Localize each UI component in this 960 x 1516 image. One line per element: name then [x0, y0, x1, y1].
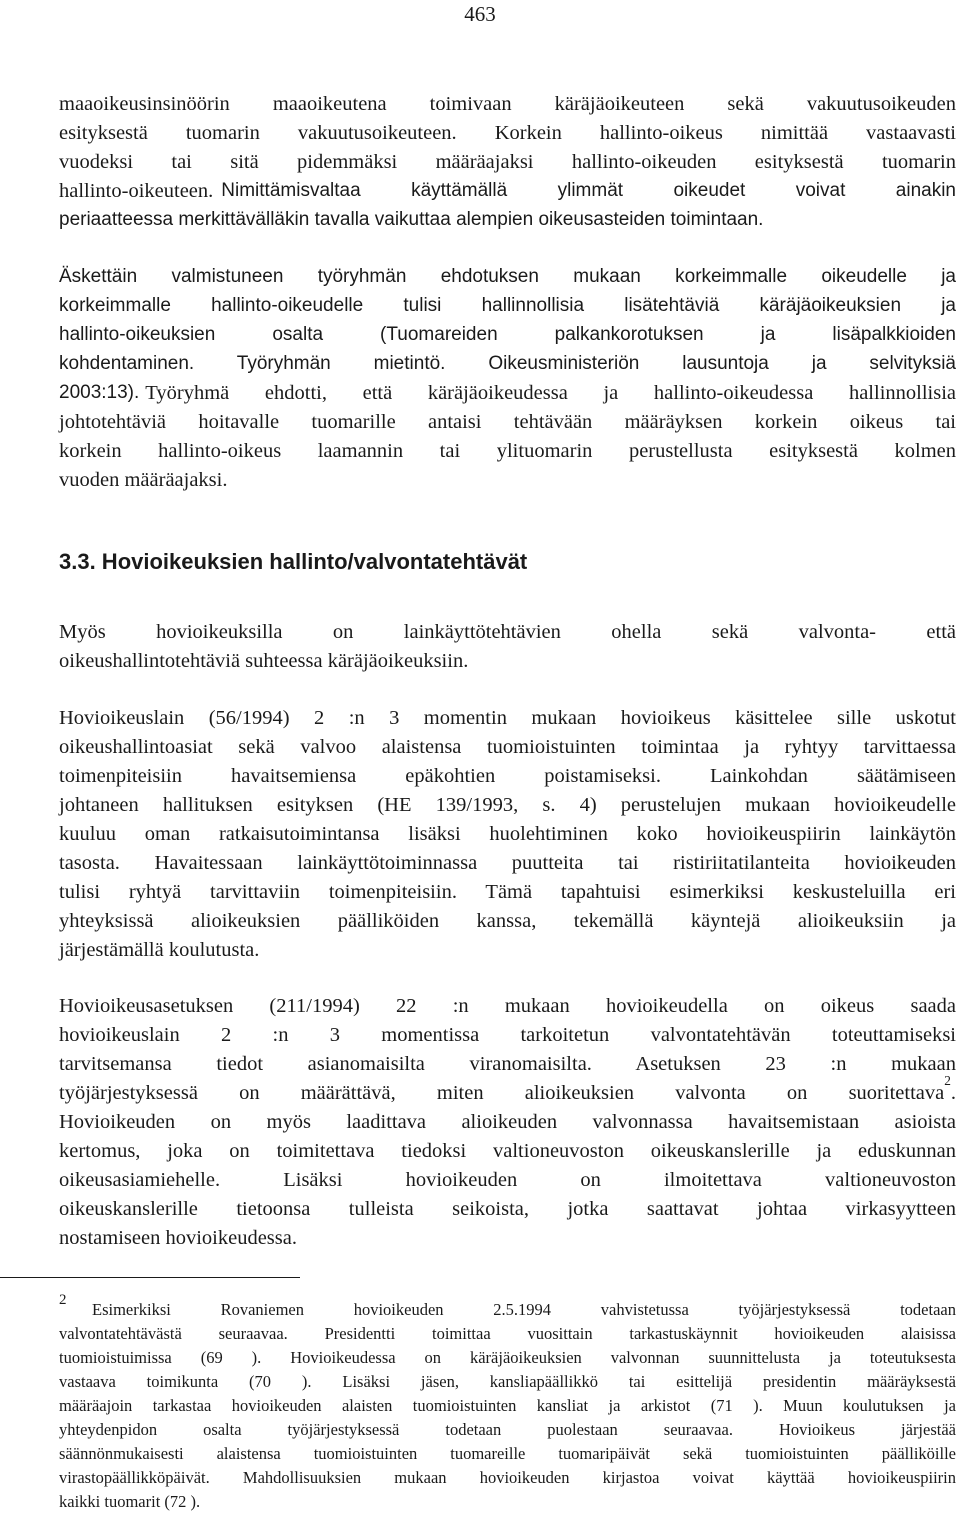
- footnote-number: 2: [59, 1292, 67, 1308]
- text-line: hovioikeuslain 2 :n 3 momentissa tarkoitetun valvontatehtävän toteuttamiseksi: [59, 1024, 956, 1046]
- footnote-line: Esimerkiksi Rovaniemen hovioikeuden 2.5.1994 vahvistetussa työjärjestyksessä todetaan: [92, 1300, 956, 1319]
- text-span: hallinto-oikeuteen.: [59, 180, 214, 202]
- text-line: yhteyksissä alioikeuksien päälliköiden kanssa, tekemällä käyntejä alioikeuksiin ja: [59, 910, 956, 932]
- text-line: kuuluu oman ratkaisutoimintansa lisäksi huolehtiminen koko hovioikeuspiirin lainkäytön: [59, 823, 956, 845]
- footnote-line: valvontatehtävästä seuraavaa. Presidentti toimittaa vuosittain tarkastuskäynnit hovioikeuden alaisissa: [59, 1324, 956, 1343]
- text-line: johtaneen hallituksen esityksen (HE 139/1993, s. 4) perustelujen mukaan hovioikeudelle: [59, 794, 956, 816]
- footnote-line: tuomioistuimissa (69 ). Hovioikeudessa on käräjäoikeuksien valvonnan suunnittelusta ja toteutuksesta: [59, 1348, 956, 1367]
- footnote-line: virastopäällikköpäivät. Mahdollisuuksien mukaan hovioikeuden kirjastoa voivat käyttää hovioikeuspiirin: [59, 1468, 956, 1487]
- text-line: oikeuskanslerille tietoonsa tulleista seikoista, jotka saattavat johtaa virkasyytteen: [59, 1198, 956, 1220]
- text-line: [59, 381, 956, 405]
- text-line: maaoikeusinsinöörin maaoikeutena toimivaan käräjäoikeuteen sekä vakuutusoikeuden: [59, 93, 956, 115]
- footnote-line: yhteydenpidon osalta työjärjestyksessä todetaan puolestaan seuraavaa. Hovioikeus järjestää: [59, 1420, 956, 1439]
- text-span: .: [950, 1082, 956, 1104]
- text-line: tarvitsemansa tiedot asianomaisilta viranomaisilta. Asetuksen 23 :n mukaan: [59, 1053, 956, 1075]
- text-span: työjärjestyksessä on määrättävä, miten alioikeuksien valvonta on suoritettava: [59, 1082, 945, 1104]
- text-span: Työryhmä ehdotti, että käräjäoikeudessa ja hallinto-oikeudessa hallinnollisia: [145, 382, 956, 404]
- footnote-line: säännönmukaisesti alaistensa tuomioistuinten tuomareille tuomaripäivät sekä tuomioistuinten päälliköille: [59, 1444, 956, 1463]
- text-line: kohdentaminen. Työryhmän mietintö. Oikeusministeriön lausuntoja ja selvityksiä: [59, 353, 956, 374]
- text-line: periaatteessa merkittävälläkin tavalla vaikuttaa alempien oikeusasteiden toimintaan.: [59, 209, 764, 230]
- footnote-line: määräajoin tarkastaa hovioikeuden alaisten tuomioistuinten kansliat ja arkistot (71 ). Muun koulutuksen ja: [59, 1396, 956, 1415]
- text-line: Hovioikeusasetuksen (211/1994) 22 :n mukaan hovioikeudella on oikeus saada: [59, 995, 956, 1017]
- text-line: tulisi ryhtyä tarvittaviin toimenpiteisiin. Tämä tapahtuisi esimerkiksi keskusteluilla eri: [59, 881, 956, 903]
- text-line: vuodeksi tai sitä pidemmäksi määräajaksi hallinto-oikeuden esityksestä tuomarin: [59, 151, 956, 173]
- text-line: vuoden määräajaksi.: [59, 469, 228, 491]
- footnote-reference: 2: [944, 1073, 951, 1088]
- text-line: tasosta. Havaitessaan lainkäyttötoiminnassa puutteita tai ristiriitatilanteita hovioikeuden: [59, 852, 956, 874]
- text-line: nostamiseen hovioikeudessa.: [59, 1227, 297, 1249]
- text-line: oikeushallintotehtäviä suhteessa käräjäoikeuksiin.: [59, 650, 469, 672]
- text-line: johtotehtäviä hoitavalle tuomarille antaisi tehtävään määräyksen korkein oikeus tai: [59, 411, 956, 433]
- text-line: Hovioikeuden on myös laadittava alioikeuden valvonnassa havaitsemistaan asioista: [59, 1111, 956, 1133]
- footnote-line: vastaava toimikunta (70 ). Lisäksi jäsen, kansliapäällikkö tai esittelijä presidentin määräyksestä: [59, 1372, 956, 1391]
- text-line: järjestämällä koulutusta.: [59, 939, 260, 961]
- footnote-separator: [0, 1277, 300, 1278]
- text-line: oikeusasiamiehelle. Lisäksi hovioikeuden on ilmoitettava valtioneuvoston: [59, 1169, 956, 1191]
- text-line: korkein hallinto-oikeus laamannin tai ylituomarin perustellusta esityksestä kolmen: [59, 440, 956, 462]
- text-span: 2003:13).: [59, 382, 140, 403]
- text-line: Äskettäin valmistuneen työryhmän ehdotuksen mukaan korkeimmalle oikeudelle ja: [59, 266, 956, 287]
- text-line: Hovioikeuslain (56/1994) 2 :n 3 momentin mukaan hovioikeus käsittelee sille uskotut: [59, 707, 956, 729]
- text-line: [59, 179, 956, 203]
- text-line: toimenpiteisiin havaitsemiensa epäkohtien poistamiseksi. Lainkohdan säätämiseen: [59, 765, 956, 787]
- text-line: korkeimmalle hallinto-oikeudelle tulisi hallinnollisia lisätehtäviä käräjäoikeuksien ja: [59, 295, 956, 316]
- page-number: 463: [464, 2, 496, 26]
- text-line: oikeushallintoasiat sekä valvoo alaistensa tuomioistuinten toimintaa ja ryhtyy tarvittaessa: [59, 736, 956, 758]
- text-span: Nimittämisvaltaa käyttämällä ylimmät oikeudet voivat ainakin: [221, 180, 956, 201]
- text-line: [59, 1073, 956, 1105]
- footnote-line: kaikki tuomarit (72 ).: [59, 1492, 201, 1511]
- text-line: esityksestä tuomarin vakuutusoikeuteen. Korkein hallinto-oikeus nimittää vastaavasti: [59, 122, 956, 144]
- text-line: kertomus, joka on toimitettava tiedoksi valtioneuvoston oikeuskanslerille ja eduskunnan: [59, 1140, 956, 1162]
- text-line: Myös hovioikeuksilla on lainkäyttötehtävien ohella sekä valvonta- että: [59, 621, 956, 643]
- text-line: hallinto-oikeuksien osalta (Tuomareiden palkankorotuksen ja lisäpalkkioiden: [59, 324, 956, 345]
- section-heading: 3.3. Hovioikeuksien hallinto/valvontatehtävät: [59, 549, 528, 574]
